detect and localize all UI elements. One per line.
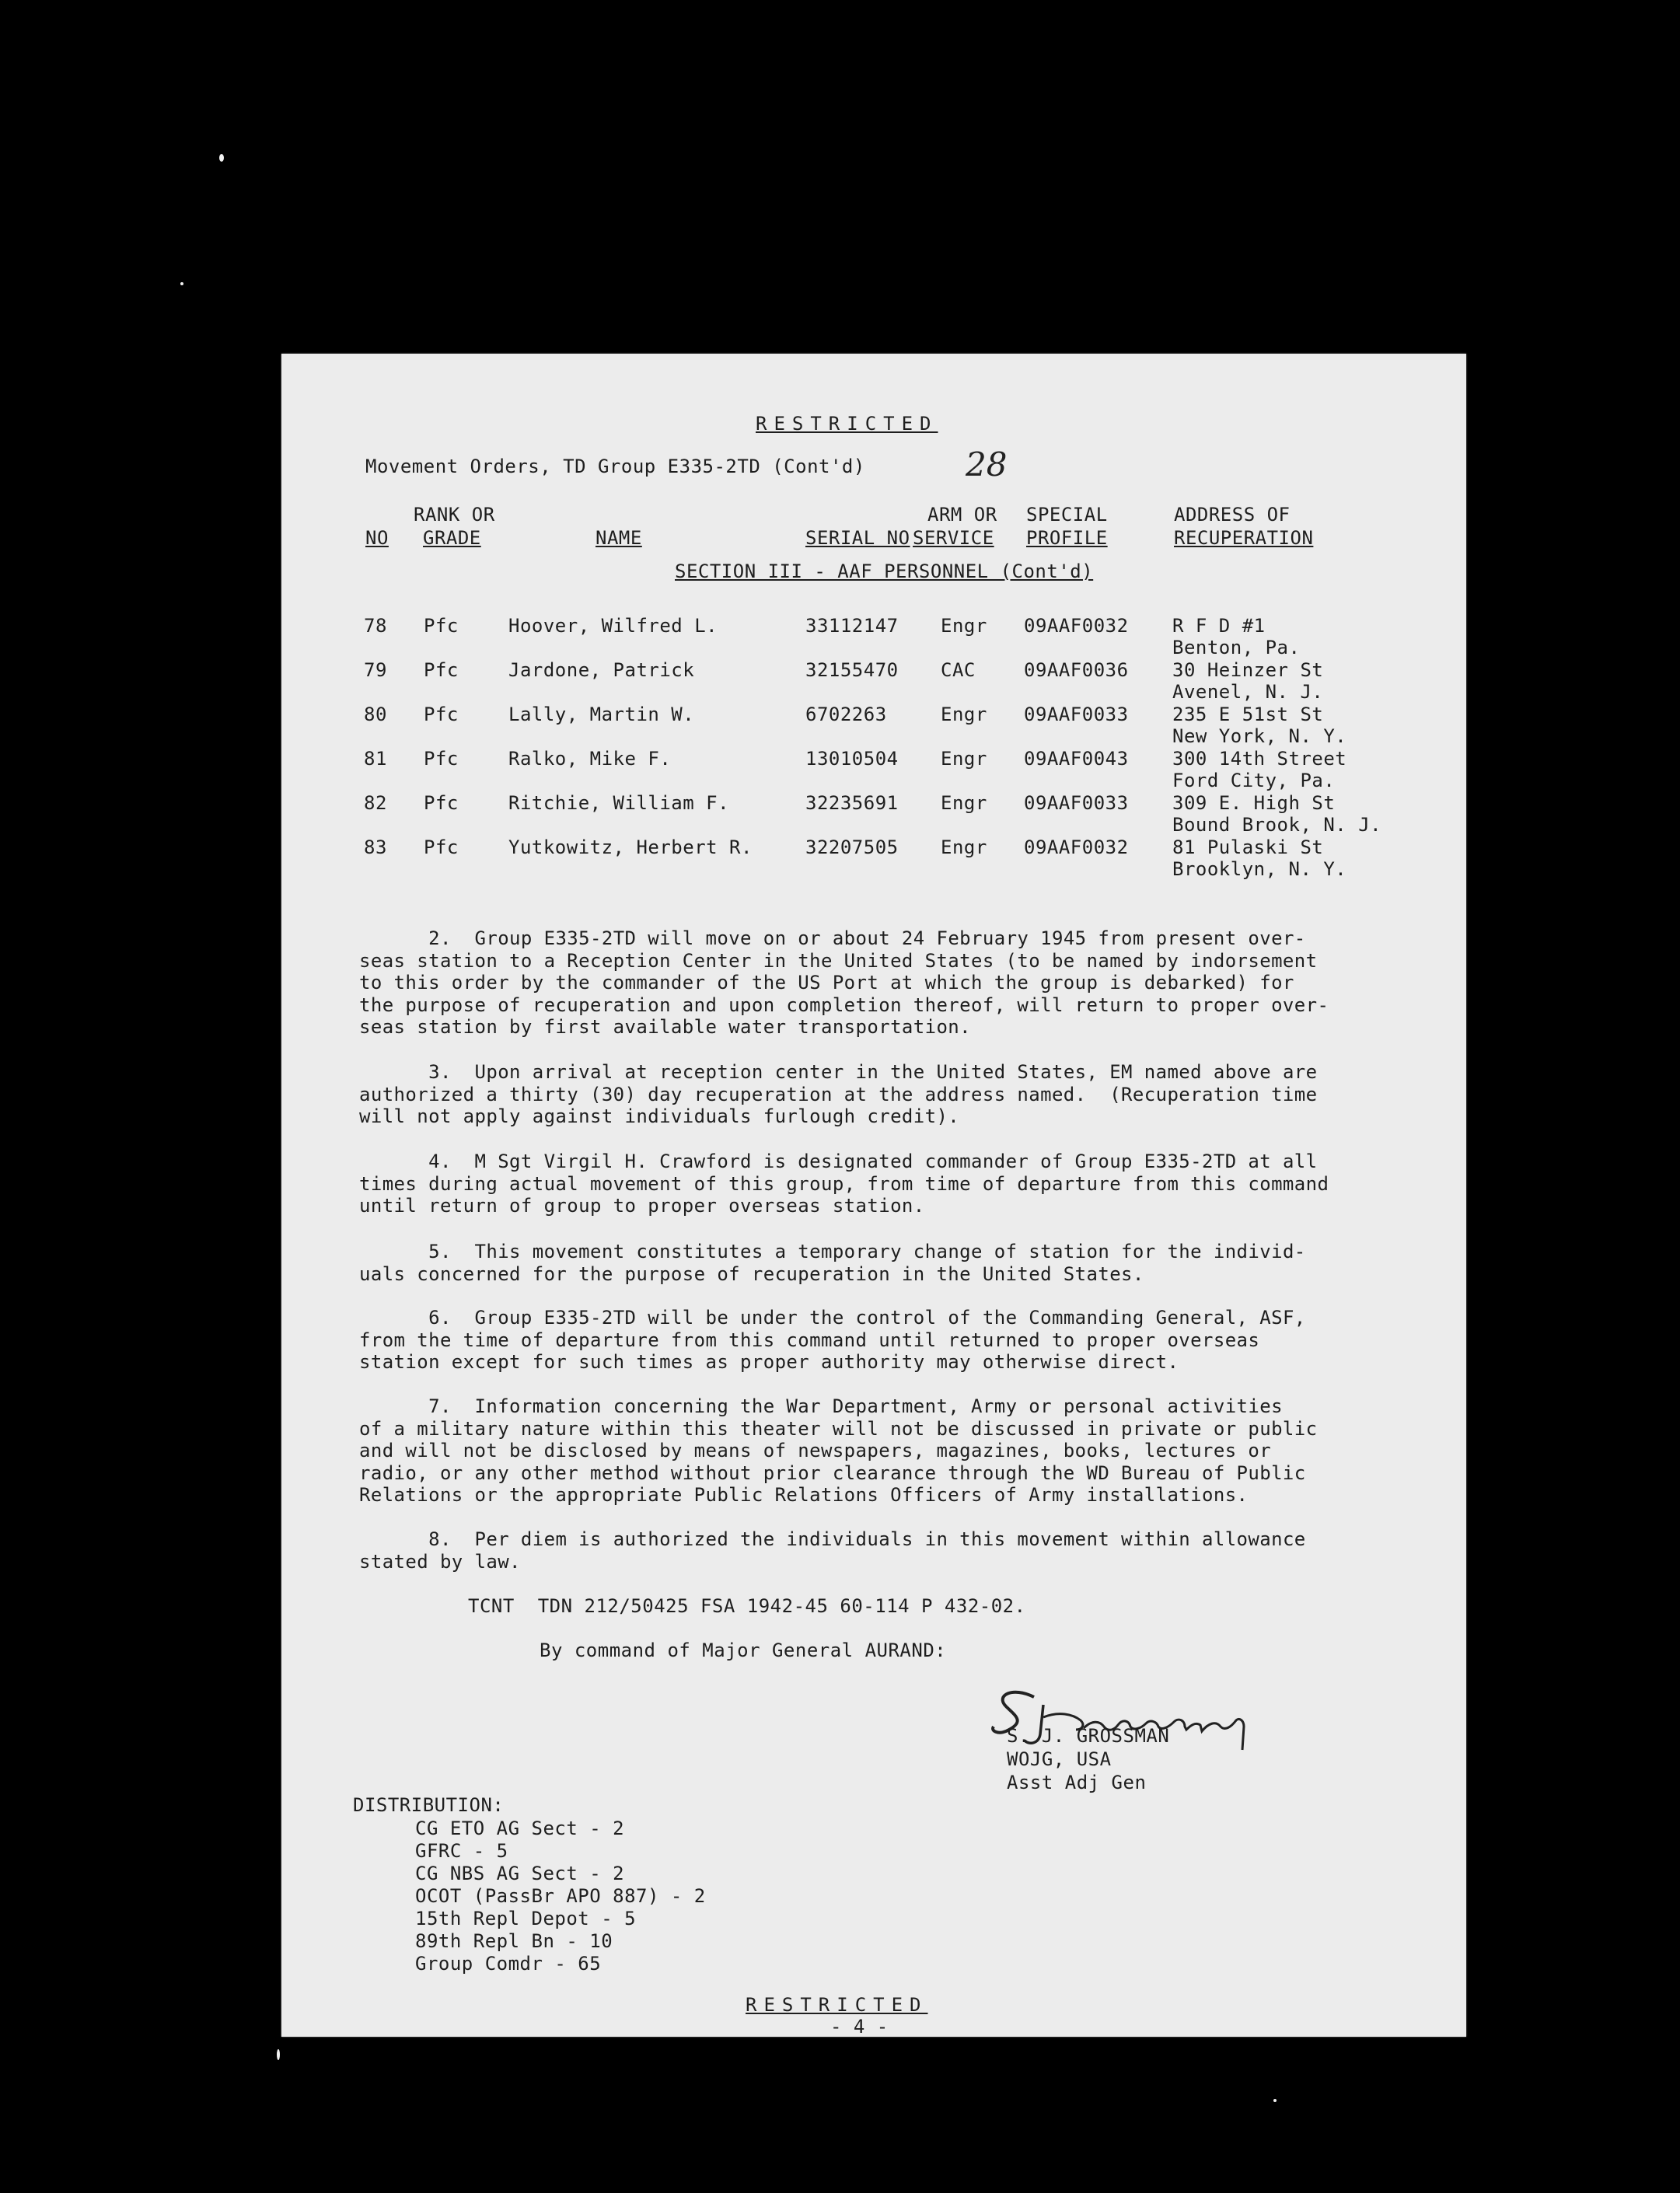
cell-serial: 6702263 [805, 704, 887, 725]
list-item: CG NBS AG Sect - 2 [415, 1863, 625, 1884]
page-number: - 4 - [830, 2016, 889, 2038]
cell-profile: 09AAF0032 [1024, 836, 1129, 858]
cell-address-line2: Bound Brook, N. J. [1172, 814, 1382, 836]
cell-arm: Engr [941, 792, 987, 814]
by-command-line: By command of Major General AURAND: [540, 1640, 947, 1661]
cell-serial: 32207505 [805, 836, 899, 858]
cell-address-line1: 309 E. High St [1172, 792, 1336, 814]
cell-rank: Pfc [424, 659, 459, 681]
cell-name: Ritchie, William F. [508, 792, 730, 814]
cell-arm: Engr [941, 704, 987, 725]
header-profile-top: SPECIAL [1026, 504, 1108, 526]
cell-address-line1: R F D #1 [1172, 615, 1266, 637]
distribution-label: DISTRIBUTION: [353, 1794, 505, 1816]
list-item: Group Comdr - 65 [415, 1953, 602, 1975]
cell-rank: Pfc [424, 792, 459, 814]
cell-serial: 13010504 [805, 748, 899, 770]
cell-no: 78 [364, 615, 387, 637]
classification-header: RESTRICTED [756, 413, 938, 435]
cell-address-line1: 235 E 51st St [1172, 704, 1324, 725]
list-item: OCOT (PassBr APO 887) - 2 [415, 1885, 706, 1907]
cell-rank: Pfc [424, 836, 459, 858]
signer-name: S. J. GROSSMAN [1007, 1725, 1170, 1747]
punch-hole [1032, 2045, 1063, 2073]
cell-profile: 09AAF0032 [1024, 615, 1129, 637]
signature-handwritten-text [1059, 1722, 1064, 1723]
cell-rank: Pfc [424, 704, 459, 725]
cell-profile: 09AAF0033 [1024, 704, 1129, 725]
list-item: 15th Repl Depot - 5 [415, 1908, 637, 1929]
section-title: SECTION III - AAF PERSONNEL (Cont'd) [675, 560, 1094, 582]
dust-speck [1273, 2099, 1277, 2102]
cell-serial: 32235691 [805, 792, 899, 814]
cell-address-line2: Benton, Pa. [1172, 637, 1301, 658]
cell-name: Yutkowitz, Herbert R. [508, 836, 753, 858]
cell-no: 82 [364, 792, 387, 814]
dust-speck [277, 2049, 280, 2060]
cell-profile: 09AAF0036 [1024, 659, 1129, 681]
cell-rank: Pfc [424, 615, 459, 637]
cell-name: Ralko, Mike F. [508, 748, 672, 770]
paragraph-2: 2. Group E335-2TD will move on or about 24 February 1945 from present over- seas station to a Reception Center in the United States (to be named by indorsement to this order by the commander of the US Port at which the group is debarked) for the purpose of recuperation and upon completion thereof, will return to proper over- seas station by first available water transportation. [359, 927, 1329, 1038]
cell-no: 80 [364, 704, 387, 725]
document-page [281, 354, 1466, 2037]
header-profile-bottom: PROFILE [1026, 527, 1108, 549]
list-item: 89th Repl Bn - 10 [415, 1930, 613, 1952]
paragraph-8: 8. Per diem is authorized the individuals in this movement within allowance stated by law. [359, 1528, 1306, 1573]
cell-name: Jardone, Patrick [508, 659, 695, 681]
cell-arm: CAC [941, 659, 976, 681]
dust-speck [180, 282, 183, 285]
cell-no: 79 [364, 659, 387, 681]
signer-title: Asst Adj Gen [1007, 1772, 1147, 1793]
header-rank-bottom: GRADE [423, 527, 481, 549]
cell-address-line1: 81 Pulaski St [1172, 836, 1324, 858]
cell-address-line2: Ford City, Pa. [1172, 770, 1336, 791]
tcnt-line: TCNT TDN 212/50425 FSA 1942-45 60-114 P 432-02. [468, 1595, 1026, 1617]
cell-serial: 32155470 [805, 659, 899, 681]
cell-arm: Engr [941, 615, 987, 637]
list-item: GFRC - 5 [415, 1840, 508, 1862]
handwritten-page-number: 28 [966, 445, 1008, 484]
dust-speck [219, 154, 224, 162]
cell-profile: 09AAF0033 [1024, 792, 1129, 814]
punch-hole [630, 2041, 662, 2070]
cell-rank: Pfc [424, 748, 459, 770]
header-address-bottom: RECUPERATION [1174, 527, 1314, 549]
cell-name: Lally, Martin W. [508, 704, 695, 725]
header-arm-bottom: SERVICE [913, 527, 994, 549]
cell-address-line2: New York, N. Y. [1172, 725, 1347, 747]
paragraph-6: 6. Group E335-2TD will be under the control of the Commanding General, ASF, from the time of departure from this command until returned to proper overseas station except for such times as proper authority may otherwise direct. [359, 1307, 1306, 1373]
cell-profile: 09AAF0043 [1024, 748, 1129, 770]
header-serial: SERIAL NO [805, 527, 910, 549]
cell-address-line2: Avenel, N. J. [1172, 681, 1324, 703]
cell-serial: 33112147 [805, 615, 899, 637]
cell-address-line1: 30 Heinzer St [1172, 659, 1324, 681]
cell-address-line2: Brooklyn, N. Y. [1172, 858, 1347, 880]
header-name: NAME [596, 527, 642, 549]
paragraph-5: 5. This movement constitutes a temporary change of station for the individ- uals concerned for the purpose of recuperation in the United States. [359, 1241, 1306, 1285]
cell-address-line1: 300 14th Street [1172, 748, 1347, 770]
list-item: CG ETO AG Sect - 2 [415, 1818, 625, 1839]
classification-footer: RESTRICTED [746, 1994, 928, 2016]
cell-name: Hoover, Wilfred L. [508, 615, 718, 637]
cell-arm: Engr [941, 748, 987, 770]
document-title: Movement Orders, TD Group E335-2TD (Cont'd) [365, 456, 865, 477]
header-rank-top: RANK OR [414, 504, 495, 526]
paragraph-3: 3. Upon arrival at reception center in the United States, EM named above are authorized a thirty (30) day recuperation at the address named. (Recuperation time will not apply against individuals furlough credit). [359, 1061, 1318, 1127]
header-arm-top: ARM OR [927, 504, 997, 526]
header-no: NO [365, 527, 389, 549]
cell-arm: Engr [941, 836, 987, 858]
paragraph-4: 4. M Sgt Virgil H. Crawford is designated commander of Group E335-2TD at all times during actual movement of this group, from time of departure from this command until return of group to proper overseas station. [359, 1151, 1329, 1217]
paragraph-7: 7. Information concerning the War Department, Army or personal activities of a military nature within this theater will not be discussed in private or public and will not be disclosed by means of newspapers, magazines, books, lectures or radio, or any other method without prior clearance through the WD Bureau of Public Relations or the appropriate Public Relations Officers of Army installations. [359, 1395, 1318, 1506]
header-address-top: ADDRESS OF [1174, 504, 1291, 526]
cell-no: 83 [364, 836, 387, 858]
signer-rank: WOJG, USA [1007, 1748, 1112, 1770]
cell-no: 81 [364, 748, 387, 770]
